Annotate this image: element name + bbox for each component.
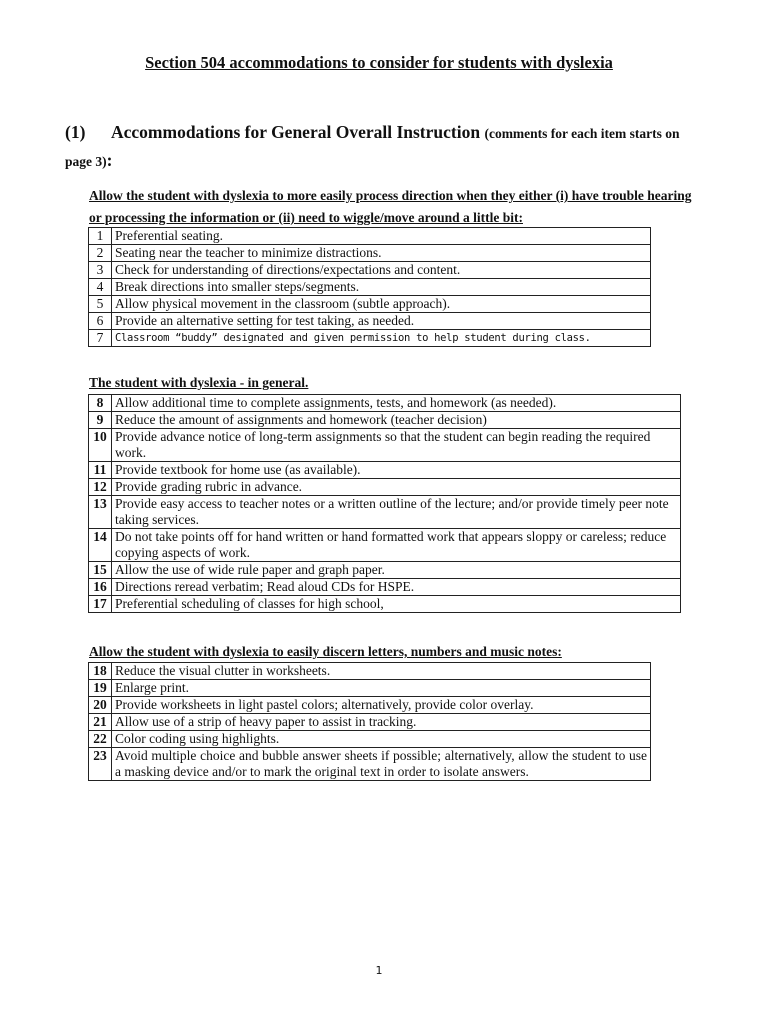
section-heading-colon: : [106, 150, 113, 170]
group-heading-general: The student with dyslexia - in general. [89, 375, 309, 390]
table-row [89, 663, 651, 680]
table-row [89, 479, 681, 496]
table-row [89, 245, 651, 262]
item-text: Avoid multiple choice and bubble answer sheets if possible; alternatively, allow the student to use a masking device and/or to mark the original text in order to isolate answers. [112, 748, 651, 781]
item-text: Provide easy access to teacher notes or a written outline of the lecture; and/or provide timely peer note taking services. [112, 496, 681, 529]
item-number: 8 [89, 395, 112, 412]
item-number: 1 [89, 228, 112, 245]
item-number: 12 [89, 479, 112, 496]
table-row [89, 279, 651, 296]
item-text: Provide textbook for home use (as available). [112, 462, 681, 479]
item-text: Seating near the teacher to minimize distractions. [112, 245, 651, 262]
group-heading-discern: Allow the student with dyslexia to easily discern letters, numbers and music notes: [89, 644, 562, 659]
item-text: Provide grading rubric in advance. [112, 479, 681, 496]
table-row [89, 680, 651, 697]
item-text: Directions reread verbatim; Read aloud CDs for HSPE. [112, 579, 681, 596]
table-row [89, 748, 651, 781]
document-title: Section 504 accommodations to consider for students with dyslexia [145, 53, 613, 72]
item-number: 20 [89, 697, 112, 714]
table-row [89, 296, 651, 313]
section-number: (1) [65, 122, 86, 142]
item-number: 2 [89, 245, 112, 262]
table-row [89, 697, 651, 714]
table-row [89, 395, 681, 412]
item-number: 4 [89, 279, 112, 296]
section-heading [65, 119, 705, 175]
item-number: 11 [89, 462, 112, 479]
table-row [89, 262, 651, 279]
table-row [89, 330, 651, 347]
item-number: 5 [89, 296, 112, 313]
item-number: 9 [89, 412, 112, 429]
item-number: 21 [89, 714, 112, 731]
table-row [89, 228, 651, 245]
item-number: 7 [89, 330, 112, 347]
item-text: Allow physical movement in the classroom (subtle approach). [112, 296, 651, 313]
table-row [89, 579, 681, 596]
item-number: 22 [89, 731, 112, 748]
item-number: 15 [89, 562, 112, 579]
item-text: Reduce the amount of assignments and homework (teacher decision) [112, 412, 681, 429]
accommodations-table-general [88, 394, 681, 613]
table-row [89, 714, 651, 731]
table-row [89, 313, 651, 330]
item-number: 19 [89, 680, 112, 697]
item-number: 14 [89, 529, 112, 562]
item-text: Check for understanding of directions/expectations and content. [112, 262, 651, 279]
table-row [89, 429, 681, 462]
item-text: Provide advance notice of long-term assignments so that the student can begin reading the required work. [112, 429, 681, 462]
item-text: Allow additional time to complete assignments, tests, and homework (as needed). [112, 395, 681, 412]
item-text: Allow use of a strip of heavy paper to assist in tracking. [112, 714, 651, 731]
accommodations-table-discern [88, 662, 651, 781]
table-row [89, 462, 681, 479]
table-row [89, 562, 681, 579]
table-row [89, 496, 681, 529]
item-text: Classroom “buddy” designated and given permission to help student during class. [112, 330, 651, 347]
item-text: Preferential seating. [112, 228, 651, 245]
item-number: 16 [89, 579, 112, 596]
item-text: Reduce the visual clutter in worksheets. [112, 663, 651, 680]
item-text: Break directions into smaller steps/segments. [112, 279, 651, 296]
item-number: 10 [89, 429, 112, 462]
item-number: 3 [89, 262, 112, 279]
table-row [89, 529, 681, 562]
group-heading-direction: Allow the student with dyslexia to more easily process direction when they either (i) have trouble hearing or processing the information or (ii) need to wiggle/move around a little bit: [89, 188, 692, 225]
item-number: 13 [89, 496, 112, 529]
item-text: Enlarge print. [112, 680, 651, 697]
accommodations-table-direction [88, 227, 651, 347]
item-number: 6 [89, 313, 112, 330]
section-note: (comments for each item starts on page 3) [65, 126, 680, 169]
item-text: Allow the use of wide rule paper and graph paper. [112, 562, 681, 579]
item-text: Provide an alternative setting for test taking, as needed. [112, 313, 651, 330]
table-row [89, 596, 681, 613]
page-number: 1 [375, 964, 383, 977]
section-heading-text: Accommodations for General Overall Instruction [111, 122, 481, 142]
item-number: 17 [89, 596, 112, 613]
item-text: Color coding using highlights. [112, 731, 651, 748]
table-row [89, 731, 651, 748]
item-number: 23 [89, 748, 112, 781]
table-row [89, 412, 681, 429]
item-text: Provide worksheets in light pastel colors; alternatively, provide color overlay. [112, 697, 651, 714]
item-number: 18 [89, 663, 112, 680]
item-text: Do not take points off for hand written or hand formatted work that appears sloppy or careless; reduce copying aspects of work. [112, 529, 681, 562]
item-text: Preferential scheduling of classes for high school, [112, 596, 681, 613]
